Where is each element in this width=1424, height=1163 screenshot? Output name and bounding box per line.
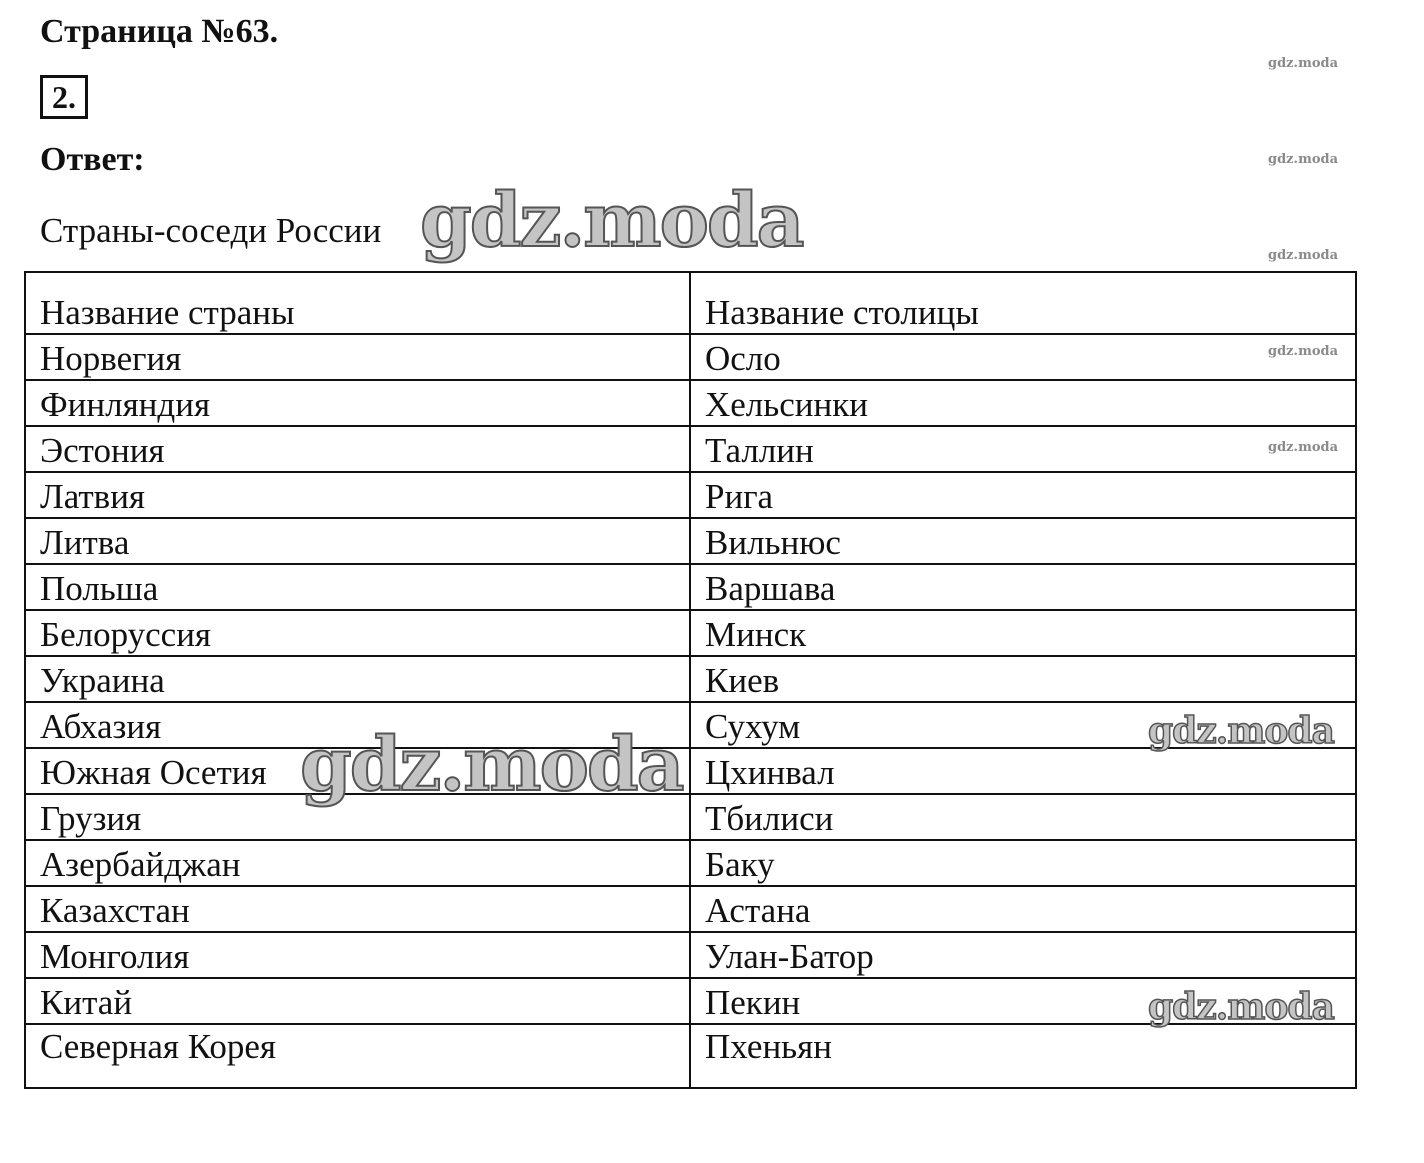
capital-cell: Баку [690,840,1356,886]
country-cell: Китай [25,978,690,1024]
country-cell: Латвия [25,472,690,518]
header-country: Название страны [25,272,690,334]
table-row [25,1024,1356,1088]
watermark-small: gdz.moda [1268,248,1339,263]
country-cell: Казахстан [25,886,690,932]
capital-cell: Варшава [690,564,1356,610]
watermark-large: gdz.moda [1148,986,1334,1028]
watermark-small: gdz.moda [1268,152,1339,167]
capital-cell: Хельсинки [690,380,1356,426]
capital-cell: Осло [690,334,1356,380]
table-row [25,748,1356,794]
table-row [25,380,1356,426]
capital-cell: Тбилиси [690,794,1356,840]
table-row [25,932,1356,978]
capital-cell: Вильнюс [690,518,1356,564]
watermark-large: gdz.moda [1148,710,1334,752]
watermark-small: gdz.moda [1268,440,1339,455]
country-cell: Абхазия [25,702,690,748]
country-cell: Эстония [25,426,690,472]
capital-cell: Сухум [690,702,1356,748]
country-cell: Литва [25,518,690,564]
capital-cell: Астана [690,886,1356,932]
header-capital: Название столицы [690,272,1356,334]
page-title: Страница №63. [40,13,279,50]
country-cell: Азербайджан [25,840,690,886]
table-header-row [25,272,1356,334]
country-cell: Грузия [25,794,690,840]
task-number-box: 2. [40,75,88,119]
country-cell: Украина [25,656,690,702]
answer-label: Ответ: [40,141,145,178]
countries-capitals-table [24,271,1357,1089]
watermark-small: gdz.moda [1268,56,1339,71]
watermark-large: gdz.moda [300,722,683,808]
capital-cell: Улан-Батор [690,932,1356,978]
table-row [25,564,1356,610]
capital-cell: Киев [690,656,1356,702]
table-row [25,472,1356,518]
table-row [25,610,1356,656]
country-cell: Южная Осетия [25,748,690,794]
table-row [25,334,1356,380]
table-row [25,886,1356,932]
capital-cell: Рига [690,472,1356,518]
table-row [25,518,1356,564]
country-cell: Финляндия [25,380,690,426]
table-row [25,426,1356,472]
country-cell: Польша [25,564,690,610]
country-cell: Монголия [25,932,690,978]
table-row [25,840,1356,886]
country-cell: Норвегия [25,334,690,380]
capital-cell: Цхинвал [690,748,1356,794]
table-caption: Страны-соседи России [40,211,382,250]
watermark-large: gdz.moda [420,178,803,264]
capital-cell: Пекин [690,978,1356,1024]
capital-cell: Минск [690,610,1356,656]
watermark-small: gdz.moda [1268,344,1339,359]
capital-cell: Таллин [690,426,1356,472]
table-row [25,656,1356,702]
table-row [25,794,1356,840]
country-cell: Северная Корея [25,1024,690,1088]
capital-cell: Пхеньян [690,1024,1356,1088]
country-cell: Белоруссия [25,610,690,656]
